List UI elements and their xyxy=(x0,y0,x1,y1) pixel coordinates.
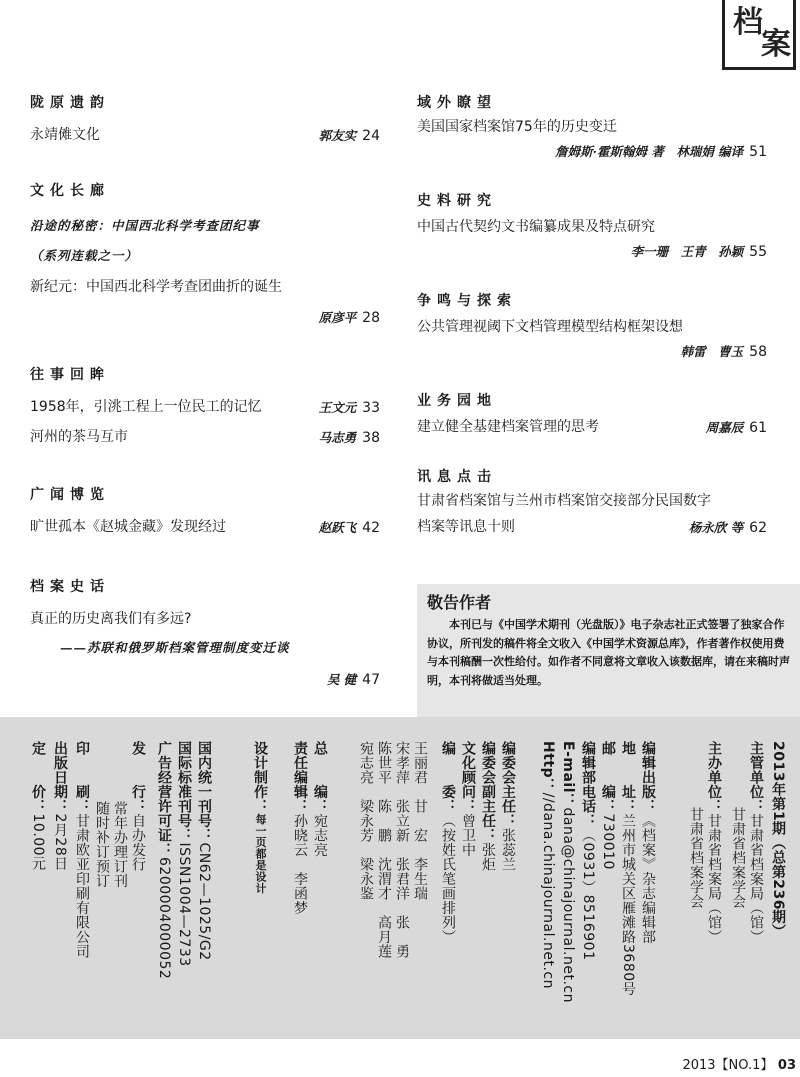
toc-entry-author: 原彦平 28 xyxy=(318,310,380,326)
section-title: 域外瞭望 xyxy=(417,95,497,111)
series-subtitle: （系列连载之一） xyxy=(30,248,139,263)
toc-entry-title[interactable]: 1958年，引洮工程上一位民工的记忆 xyxy=(30,399,262,415)
colophon-distribution2: 常年办理订刊 xyxy=(112,801,128,888)
toc-entry-page: 28 xyxy=(362,310,380,326)
colophon-host2: 甘肃省档案学会 xyxy=(688,807,704,909)
toc-entry-author: 王文元 33 xyxy=(318,400,380,416)
colophon-members-col3: 陈世平 陈 鹏 沈渭才 高月莲 xyxy=(376,741,392,959)
toc-entry-title-cont[interactable]: 档案等讯息十则 xyxy=(417,519,515,535)
colophon-host: 主办单位：甘肃省档案局（馆） xyxy=(706,741,722,944)
toc-entry-author: 周嘉辰 61 xyxy=(705,420,767,436)
colophon-members: 编 委：（按姓氏笔画排列） xyxy=(440,741,456,944)
toc-entry-page: 33 xyxy=(362,400,380,416)
colophon-printer: 印 刷：甘肃欧亚印刷有限公司 xyxy=(74,741,90,959)
toc-entry-page: 47 xyxy=(362,672,380,688)
toc-entry-page: 51 xyxy=(749,144,767,160)
colophon-website[interactable]: Http：//dana.chinajournal.net.cn xyxy=(540,741,556,989)
colophon-email[interactable]: E-mail：dana@chinajournal.net.cn xyxy=(560,741,576,1003)
section-title: 业务园地 xyxy=(417,393,497,409)
toc-entry-author: 郭友实 24 xyxy=(318,128,380,144)
colophon-postcode: 邮 编：730010 xyxy=(600,741,616,870)
section-title: 陇原遗韵 xyxy=(30,95,110,111)
colophon-panel xyxy=(0,717,800,1039)
toc-entry-page: 38 xyxy=(362,430,380,446)
toc-entry-title[interactable]: 美国国家档案馆75年的历史变迁 xyxy=(417,119,617,135)
toc-entry-title[interactable]: 真正的历史离我们有多远? xyxy=(30,611,192,627)
page-footer xyxy=(682,1054,796,1073)
series-title: 沿途的秘密：中国西北科学考查团纪事 xyxy=(30,218,260,233)
colophon-chief-editor: 总 编：宛志亮 xyxy=(312,741,328,857)
toc-entry-page: 58 xyxy=(749,344,767,360)
page-number: 03 xyxy=(777,1058,796,1073)
toc-entry-page: 62 xyxy=(749,520,767,536)
section-title: 争鸣与探索 xyxy=(417,293,517,309)
toc-entry-title[interactable]: 新纪元：中国西北科学考查团曲折的诞生 xyxy=(30,279,282,295)
section-title: 文化长廊 xyxy=(30,183,110,199)
colophon-members-col1: 王丽君 甘 宏 李生瑞 xyxy=(412,741,428,901)
journal-seal-logo xyxy=(722,0,796,70)
colophon-address: 地 址：兰州市城关区雁滩路3680号 xyxy=(620,741,636,997)
toc-entry-author: 赵跃飞 42 xyxy=(318,520,380,536)
toc-right-column xyxy=(417,92,767,552)
notice-body: 本刊已与《中国学术期刊（光盘版）》电子杂志社正式签署了独家合作协议，所刊发的稿件将全文收入《中国学术资源总库》，作者著作权使用费与本刊稿酬一次性给付。如作者不同意将文章收入该数据库，请在来稿时声明，本刊将做适当处理。 xyxy=(427,618,790,687)
author-notice-box xyxy=(417,584,800,717)
colophon-issn: 国际标准刊号：ISSN1004—2733 xyxy=(176,741,192,967)
toc-entry-page: 24 xyxy=(362,128,380,144)
colophon-advisor: 文化顾问：曾卫中 xyxy=(460,741,476,857)
toc-entry-author: 李一珊 王青 孙颖 55 xyxy=(630,244,767,260)
footer-issue: 2013【NO.1】 xyxy=(682,1058,774,1073)
colophon-committee-director: 编委会主任：张蕊兰 xyxy=(500,741,516,872)
toc-entry-title[interactable]: 永靖傩文化 xyxy=(30,127,100,143)
section-title: 往事回眸 xyxy=(30,367,110,383)
colophon-ad-license: 广告经营许可证：6200004000052 xyxy=(156,741,172,980)
colophon-sponsor2: 甘肃省档案学会 xyxy=(730,807,746,909)
toc-entry-page: 55 xyxy=(749,244,767,260)
seal-char-1: 档 xyxy=(733,5,763,40)
colophon-distribution: 发 行：自办发行 xyxy=(130,741,146,872)
toc-entry-title[interactable]: 旷世孤本《赵城金藏》发现经过 xyxy=(30,519,226,535)
colophon-responsible-editor: 责任编辑：孙晓云 李函梦 xyxy=(292,741,308,915)
colophon-price: 定 价：10.00元 xyxy=(30,741,46,871)
toc-entry-author: 吴 健 47 xyxy=(326,672,380,688)
notice-title: 敬告作者 xyxy=(427,593,492,612)
colophon-design: 设计制作：每一页都是设计 xyxy=(252,741,268,894)
toc-entry-author: 马志勇 38 xyxy=(318,430,380,446)
colophon-cn-number: 国内统一刊号：CN62—1025/G2 xyxy=(196,741,212,961)
colophon-committee-vice: 编委会副主任：张炬 xyxy=(480,741,496,872)
colophon-phone: 编辑部电话：（0931）8516901 xyxy=(580,741,596,961)
toc-entry-title[interactable]: 建立健全基建档案管理的思考 xyxy=(417,419,599,435)
toc-entry-title[interactable]: 中国古代契约文书编纂成果及特点研究 xyxy=(417,219,655,235)
toc-left-column xyxy=(30,92,380,692)
colophon-editor: 编辑出版：《档案》杂志编辑部 xyxy=(640,741,656,944)
colophon-members-col4: 宛志亮 梁永芳 梁永鉴 xyxy=(358,741,374,901)
section-title: 档案史话 xyxy=(30,579,110,595)
toc-entry-title[interactable]: 甘肃省档案馆与兰州市档案馆交接部分民国数字 xyxy=(417,493,711,509)
colophon-distribution3: 随时补订预订 xyxy=(94,801,110,888)
section-title: 讯息点击 xyxy=(417,469,497,485)
colophon-issue: 2013年第1期（总第236期） xyxy=(770,741,786,939)
seal-char-2: 案 xyxy=(761,27,791,62)
toc-entry-page: 61 xyxy=(749,420,767,436)
toc-entry-title[interactable]: 公共管理视阈下文档管理模型结构框架设想 xyxy=(417,319,683,335)
toc-entry-title[interactable]: 河州的茶马互市 xyxy=(30,429,128,445)
section-title: 广闻博览 xyxy=(30,487,110,503)
toc-entry-subtitle: ——苏联和俄罗斯档案管理制度变迁谈 xyxy=(60,640,290,655)
colophon-pub-date: 出版日期：2月28日 xyxy=(52,741,68,871)
toc-entry-page: 42 xyxy=(362,520,380,536)
toc-entry-author: 杨永欣 等 62 xyxy=(688,520,767,536)
section-title: 史料研究 xyxy=(417,193,497,209)
toc-entry-author: 韩雷 曹玉 58 xyxy=(680,344,767,360)
toc-entry-author: 詹姆斯·霍斯翰姆 著 林瑞娟 编译 51 xyxy=(555,144,767,160)
colophon-members-col2: 宋孝萍 张立新 张君洋 张 勇 xyxy=(394,741,410,959)
colophon-sponsor: 主管单位：甘肃省档案局（馆） xyxy=(748,741,764,944)
